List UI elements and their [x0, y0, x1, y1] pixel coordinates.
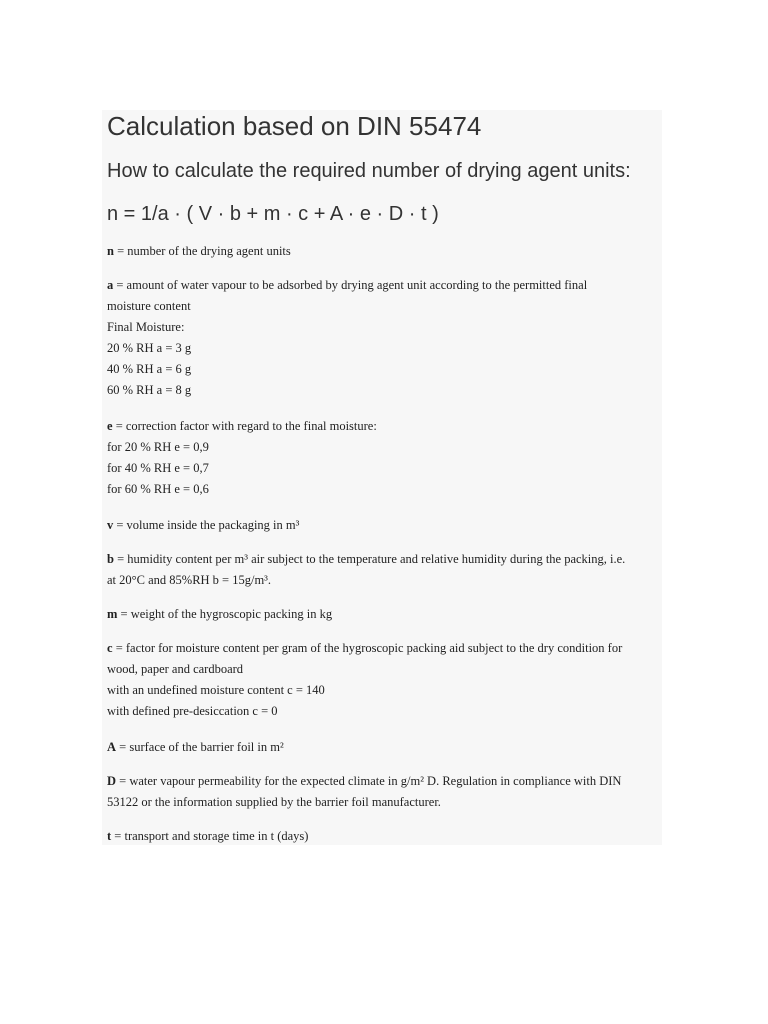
definition-line: 53122 or the information supplied by the barrier foil manufacturer. — [107, 795, 441, 809]
definition-line: b = humidity content per m³ air subject to the temperature and relative humidity during the packing, i.e. — [107, 552, 626, 566]
definition-term: e — [107, 419, 113, 433]
definition-term: v — [107, 518, 114, 532]
definition-line: at 20°C and 85%RH b = 15g/m³. — [107, 573, 272, 587]
definition-e — [107, 416, 657, 500]
definition-line: for 20 % RH e = 0,9 — [107, 440, 209, 454]
definition-line: n = number of the drying agent units — [107, 244, 291, 258]
definition-v — [107, 515, 657, 536]
page-title: Calculation based on DIN 55474 — [107, 111, 482, 141]
definition-line: a = amount of water vapour to be adsorbed by drying agent unit according to the permitted final — [107, 278, 588, 292]
definition-c — [107, 638, 657, 722]
definition-term: A — [107, 740, 117, 754]
definition-line: Final Moisture: — [107, 320, 185, 334]
definition-line: c = factor for moisture content per gram of the hygroscopic packing aid subject to the dry condition for — [107, 641, 623, 655]
definition-term: c — [107, 641, 113, 655]
definition-term: n — [107, 244, 114, 258]
definition-line: wood, paper and cardboard — [107, 662, 244, 676]
definition-term: D — [107, 774, 117, 788]
definition-line: 60 % RH a = 8 g — [107, 383, 192, 397]
definition-term: m — [107, 607, 118, 621]
section-heading: How to calculate the required number of drying agent units: — [107, 160, 631, 182]
definition-b — [107, 549, 657, 591]
definition-line: 40 % RH a = 6 g — [107, 362, 192, 376]
definition-line: D = water vapour permeability for the expected climate in g/m² D. Regulation in compliance with DIN — [107, 774, 622, 788]
formula: n = 1/a · ( V · b + m · c + A · e · D · t ) — [107, 203, 439, 225]
definition-term: t — [107, 829, 112, 843]
definition-line: v = volume inside the packaging in m³ — [107, 518, 300, 532]
definition-A — [107, 737, 657, 758]
definition-line: A = surface of the barrier foil in m² — [107, 740, 284, 754]
definition-m — [107, 604, 657, 625]
definition-term: b — [107, 552, 114, 566]
definition-line: 20 % RH a = 3 g — [107, 341, 192, 355]
definition-a — [107, 275, 657, 401]
definition-D — [107, 771, 657, 813]
definition-term: a — [107, 278, 114, 292]
definition-line: for 40 % RH e = 0,7 — [107, 461, 209, 475]
definition-line: m = weight of the hygroscopic packing in kg — [107, 607, 333, 621]
definition-line: e = correction factor with regard to the final moisture: — [107, 419, 377, 433]
definition-line: for 60 % RH e = 0,6 — [107, 482, 209, 496]
definition-line: moisture content — [107, 299, 191, 313]
definition-n — [107, 241, 657, 262]
definition-t — [107, 826, 657, 847]
definition-line: with an undefined moisture content c = 140 — [107, 683, 325, 697]
definition-line: with defined pre-desiccation c = 0 — [107, 704, 278, 718]
definition-line: t = transport and storage time in t (days) — [107, 829, 309, 843]
